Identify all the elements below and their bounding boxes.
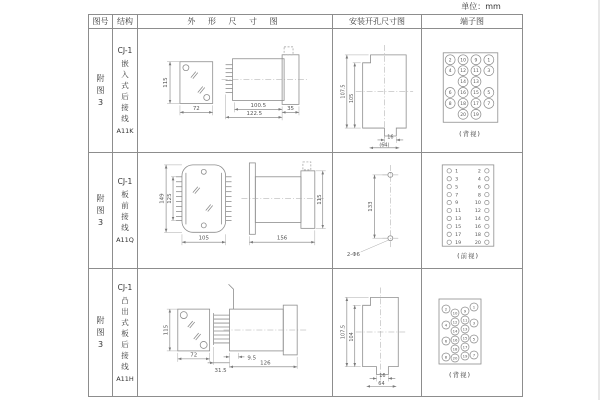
outline-drawing-a11k (138, 29, 332, 152)
terminal-pins (226, 65, 233, 93)
terminal-drawing-a11k (422, 29, 522, 152)
svg-text:9: 9 (474, 58, 478, 64)
dim-label: 64 (378, 380, 385, 387)
row3-terminal-diagram (422, 269, 522, 396)
svg-text:5: 5 (487, 91, 491, 97)
dim-label: 35 (287, 105, 295, 112)
row2-terminal-diagram (422, 153, 522, 269)
svg-text:18: 18 (460, 101, 466, 107)
svg-text:20: 20 (460, 112, 466, 118)
svg-text:6: 6 (477, 185, 481, 191)
svg-text:20: 20 (474, 240, 481, 246)
svg-text:3: 3 (487, 69, 491, 75)
svg-text:8: 8 (477, 193, 481, 199)
svg-text:17: 17 (455, 232, 462, 238)
svg-text:3: 3 (455, 177, 459, 183)
row3-fig-no (89, 269, 113, 396)
row1-terminal-diagram (422, 29, 522, 153)
dim-label: (64) (379, 142, 390, 149)
svg-text:8: 8 (448, 101, 452, 107)
mirror-marks (193, 187, 213, 212)
svg-text:18: 18 (474, 232, 481, 238)
svg-text:9: 9 (463, 308, 467, 314)
header-structure: 结构 (113, 15, 138, 29)
dim-label: 115 (163, 324, 170, 336)
dim-label: 31.5 (214, 367, 227, 374)
svg-text:19: 19 (473, 112, 479, 118)
fig-no-text: 附图3 (96, 315, 105, 349)
dim-label: 105 (198, 235, 209, 242)
fig-no-text: 附图3 (96, 73, 105, 107)
dim-label: 105 (348, 93, 355, 104)
dim-label: 122.5 (246, 110, 263, 117)
svg-text:9: 9 (455, 201, 459, 207)
dim-label: 156 (276, 235, 288, 242)
svg-text:10: 10 (460, 58, 466, 64)
svg-text:6: 6 (444, 338, 448, 344)
header-outline: 外 形 尺 寸 图 (138, 15, 333, 29)
svg-text:2: 2 (477, 169, 481, 175)
svg-text:7: 7 (455, 193, 459, 199)
row2-outline-diagram (138, 153, 333, 269)
row1-outline-diagram (138, 29, 333, 153)
row2-fig-no (89, 153, 113, 269)
svg-text:13: 13 (473, 80, 479, 86)
header-mounting: 安装开孔尺寸图 (333, 15, 422, 29)
mounting-drawing-a11k (333, 29, 421, 152)
model-label: CJ-1 (117, 177, 133, 186)
terminal-pins (176, 177, 232, 221)
dim-label: 125 (167, 193, 174, 204)
dim-label: 100.5 (250, 102, 267, 109)
terminal-circles (447, 169, 489, 246)
unit-label: 单位：mm (461, 2, 501, 11)
svg-text:15: 15 (473, 91, 479, 97)
row1-structure (113, 29, 138, 153)
terminal-drawing-a11q (422, 153, 522, 268)
dim-label: 149 (159, 193, 166, 204)
row2-structure (113, 153, 138, 269)
dim-label: 9.5 (247, 355, 257, 362)
view-label: (背视) (459, 130, 481, 139)
svg-text:10: 10 (452, 310, 458, 316)
side-view (208, 284, 307, 374)
svg-text:4: 4 (477, 177, 481, 183)
svg-text:15: 15 (462, 335, 468, 341)
fig-no-text: 附图3 (96, 193, 105, 227)
side-view (241, 162, 325, 245)
dim-label: 107.5 (340, 84, 347, 99)
svg-text:13: 13 (455, 217, 462, 223)
row3-structure (113, 269, 138, 396)
front-view (163, 309, 209, 362)
row3-mounting-diagram (333, 269, 422, 396)
header-fig-no: 图号 (89, 15, 113, 29)
svg-text:4: 4 (444, 322, 448, 328)
svg-text:6: 6 (448, 91, 452, 97)
svg-text:1: 1 (487, 58, 491, 64)
type-code: A11H (116, 374, 134, 383)
row1-fig-no (89, 29, 113, 153)
svg-text:16: 16 (474, 225, 481, 231)
svg-text:5: 5 (455, 185, 459, 191)
svg-text:13: 13 (462, 326, 468, 332)
mirror-marks (188, 321, 201, 340)
svg-text:18: 18 (452, 346, 458, 352)
dim-label: 16 (387, 134, 394, 141)
svg-text:19: 19 (455, 240, 462, 246)
svg-text:16: 16 (460, 91, 466, 97)
svg-text:1: 1 (455, 169, 459, 175)
svg-text:10: 10 (474, 201, 481, 207)
mounting-drawing-a11h (333, 269, 421, 396)
type-code: A11Q (116, 236, 134, 244)
dim-label: 126 (260, 360, 271, 367)
view-label: (前视) (457, 252, 479, 261)
row2-mounting-diagram (333, 153, 422, 269)
svg-text:14: 14 (452, 328, 458, 334)
mount-desc: 凸出式板后接线 (121, 295, 129, 371)
dim-label: 115 (163, 77, 170, 88)
svg-text:17: 17 (473, 101, 479, 107)
svg-text:7: 7 (487, 101, 491, 107)
outline-drawing-a11q (138, 153, 332, 268)
svg-text:7: 7 (472, 352, 476, 358)
svg-text:16: 16 (452, 337, 458, 343)
terminal-circles (445, 55, 494, 119)
header-terminal: 端子图 (422, 15, 522, 29)
svg-text:11: 11 (473, 69, 479, 75)
svg-text:17: 17 (462, 344, 468, 350)
dim-label: 133 (368, 201, 375, 212)
svg-text:12: 12 (452, 319, 458, 325)
terminal-drawing-a11h (422, 269, 522, 396)
terminal-pins (214, 315, 230, 343)
svg-text:11: 11 (455, 209, 462, 215)
svg-text:5: 5 (472, 336, 476, 342)
mount-desc: 板前接线 (121, 190, 129, 232)
model-label: CJ-1 (117, 46, 133, 55)
svg-text:1: 1 (472, 304, 476, 310)
svg-text:2: 2 (448, 58, 452, 64)
dim-label: 107.5 (340, 324, 347, 340)
terminal-circles (442, 303, 478, 362)
row1-mounting-diagram (333, 29, 422, 153)
dim-label: 72 (192, 105, 200, 112)
dim-label: 115 (316, 194, 323, 205)
svg-text:14: 14 (460, 80, 466, 86)
svg-text:8: 8 (444, 354, 448, 360)
svg-text:4: 4 (448, 69, 452, 75)
dim-label: 72 (190, 352, 198, 359)
svg-text:19: 19 (462, 353, 468, 359)
svg-text:11: 11 (462, 317, 468, 323)
mounting-drawing-a11q (333, 153, 421, 268)
view-label: (背视) (448, 371, 472, 379)
svg-text:20: 20 (452, 355, 458, 361)
svg-text:15: 15 (455, 225, 462, 231)
spec-table (88, 14, 523, 397)
dim-label: 16 (379, 372, 386, 379)
svg-text:2: 2 (444, 306, 448, 312)
front-view (163, 62, 213, 116)
mount-desc: 嵌入式后接线 (121, 59, 129, 123)
model-label: CJ-1 (117, 282, 133, 292)
mirror-marks (191, 72, 205, 94)
svg-text:3: 3 (472, 320, 476, 326)
outline-drawing-a11h (138, 269, 332, 396)
svg-text:14: 14 (474, 217, 481, 223)
hole-spec-label: 2-Φ6 (346, 251, 360, 258)
front-view (160, 165, 232, 245)
row3-outline-diagram (138, 269, 333, 396)
side-view (222, 47, 307, 120)
svg-text:12: 12 (460, 69, 466, 75)
svg-text:12: 12 (474, 209, 481, 215)
dim-label: 104 (348, 332, 355, 342)
type-code: A11K (116, 127, 134, 135)
